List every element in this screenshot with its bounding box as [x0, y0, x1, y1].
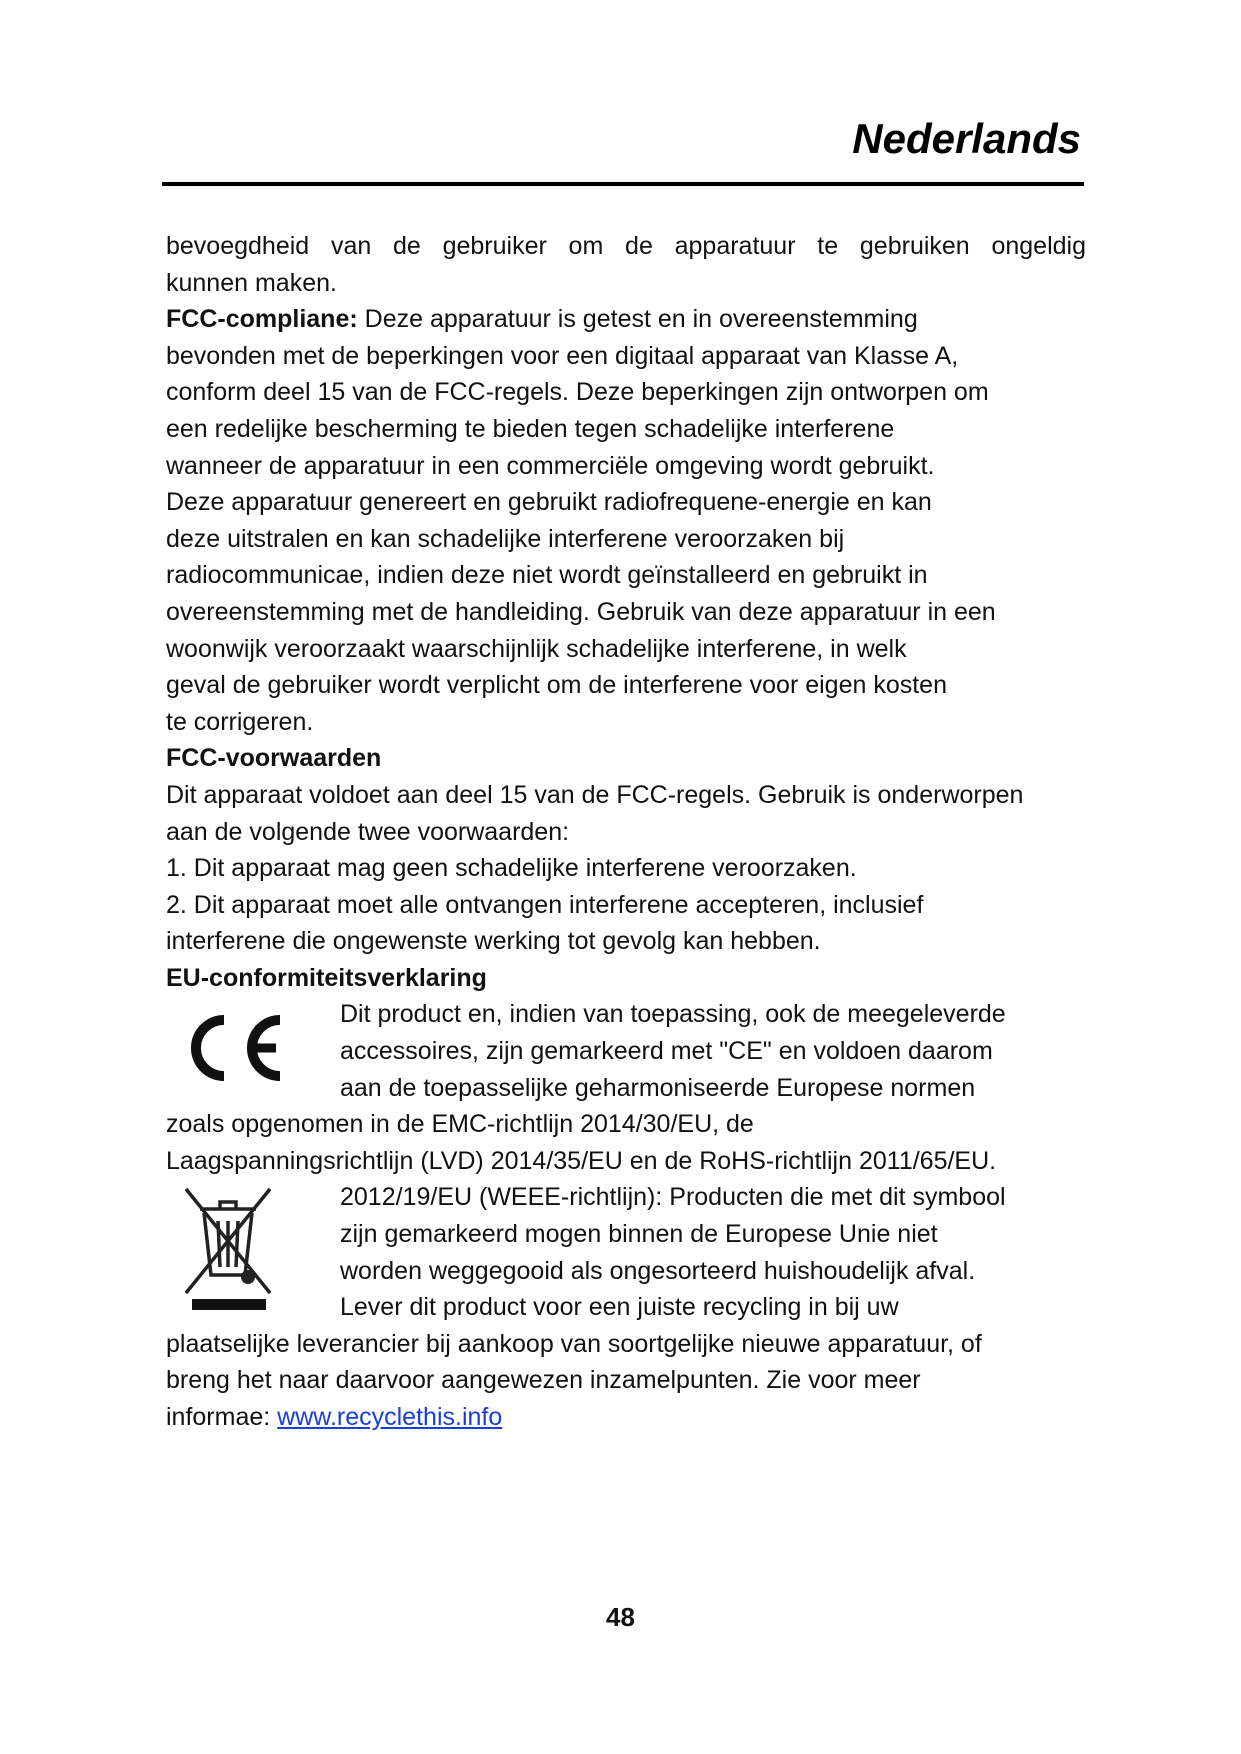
fcc-conditions-line: Dit apparaat voldoet aan deel 15 van de FCC-regels. Gebruik is onderworpen — [166, 780, 1024, 809]
header-divider — [162, 182, 1084, 186]
weee-line: 2012/19/EU (WEEE-richtlijn): Producten die met dit symbool — [340, 1183, 1006, 1212]
intro-line: kunnen maken. — [166, 268, 337, 297]
fcc-compliance-first-line — [166, 301, 1086, 338]
fcc-conditions-line: 1. Dit apparaat mag geen schadelijke interferene veroorzaken. — [166, 854, 857, 883]
fcc-compliance-line: een redelijke bescherming te bieden tegen schadelijke interferene — [166, 414, 895, 443]
ce-line: accessoires, zijn gemarkeerd met "CE" en voldoen daarom — [340, 1037, 993, 1066]
fcc-compliance-line: woonwijk veroorzaakt waarschijnlijk schadelijke interferene, in welk — [166, 634, 907, 663]
ce-line: zoals opgenomen in de EMC-richtlijn 2014/30/EU, de — [166, 1110, 754, 1139]
ce-line: Laagspanningsrichtlijn (LVD) 2014/35/EU en de RoHS-richtlijn 2011/65/EU. — [166, 1146, 997, 1175]
fcc-compliance-label: FCC-compliane: — [166, 305, 358, 334]
fcc-compliance-line: bevonden met de beperkingen voor een digitaal apparaat van Klasse A, — [166, 341, 959, 370]
intro-line: bevoegdheid van de gebruiker om de apparatuur te gebruiken ongeldig — [166, 232, 1086, 260]
eu-declaration-heading: EU-conformiteitsverklaring — [166, 963, 487, 992]
weee-line: Lever dit product voor een juiste recycling in bij uw — [340, 1293, 899, 1322]
weee-line: zijn gemarkeerd mogen binnen de Europese Unie niet — [340, 1220, 938, 1249]
ce-line: Dit product en, indien van toepassing, ook de meegeleverde — [340, 1000, 1006, 1029]
info-label: informae: — [166, 1403, 278, 1431]
weee-line: worden weggegooid als ongesorteerd huishoudelijk afval. — [340, 1256, 976, 1285]
crossed-out-wheelie-bin-icon — [184, 1185, 274, 1311]
ce-mark-icon — [180, 1008, 288, 1088]
fcc-compliance-line: radiocommunicae, indien deze niet wordt geïnstalleerd en gebruikt in — [166, 561, 928, 590]
fcc-conditions-heading: FCC-voorwaarden — [166, 744, 382, 773]
fcc-conditions-line: 2. Dit apparaat moet alle ontvangen interferene accepteren, inclusief — [166, 890, 924, 919]
weee-line: breng het naar daarvoor aangewezen inzamelpunten. Zie voor meer — [166, 1366, 921, 1395]
fcc-compliance-line: wanneer de apparatuur in een commerciële omgeving wordt gebruikt. — [166, 451, 935, 480]
fcc-compliance-text: Deze apparatuur is getest en in overeenstemming — [357, 305, 918, 334]
ce-section — [166, 996, 1086, 1106]
weee-section — [166, 1179, 1086, 1325]
weee-line: plaatselijke leverancier bij aankoop van soortgelijke nieuwe apparatuur, of — [166, 1329, 982, 1358]
fcc-compliance-line: geval de gebruiker wordt verplicht om de interferene voor eigen kosten — [166, 671, 947, 700]
fcc-conditions-line: aan de volgende twee voorwaarden: — [166, 817, 570, 846]
fcc-compliance-line: overeenstemming met de handleiding. Gebruik van deze apparatuur in een — [166, 597, 996, 626]
fcc-compliance-line: deze uitstralen en kan schadelijke interferene veroorzaken bij — [166, 524, 845, 553]
fcc-conditions-line: interferene die ongewenste werking tot gevolg kan hebben. — [166, 927, 821, 956]
fcc-compliance-line: te corrigeren. — [166, 707, 314, 736]
page-header-title: Nederlands — [852, 115, 1081, 162]
page-number: 48 — [606, 1602, 635, 1632]
fcc-compliance-line: conform deel 15 van de FCC-regels. Deze beperkingen zijn ontworpen om — [166, 378, 989, 407]
document-body — [166, 228, 1086, 1436]
fcc-compliance-line: Deze apparatuur genereert en gebruikt radiofrequene-energie en kan — [166, 488, 932, 517]
info-line — [166, 1399, 1086, 1436]
recycle-info-link[interactable]: www.recyclethis.info — [277, 1403, 503, 1431]
ce-line: aan de toepasselijke geharmoniseerde Europese normen — [340, 1073, 976, 1102]
